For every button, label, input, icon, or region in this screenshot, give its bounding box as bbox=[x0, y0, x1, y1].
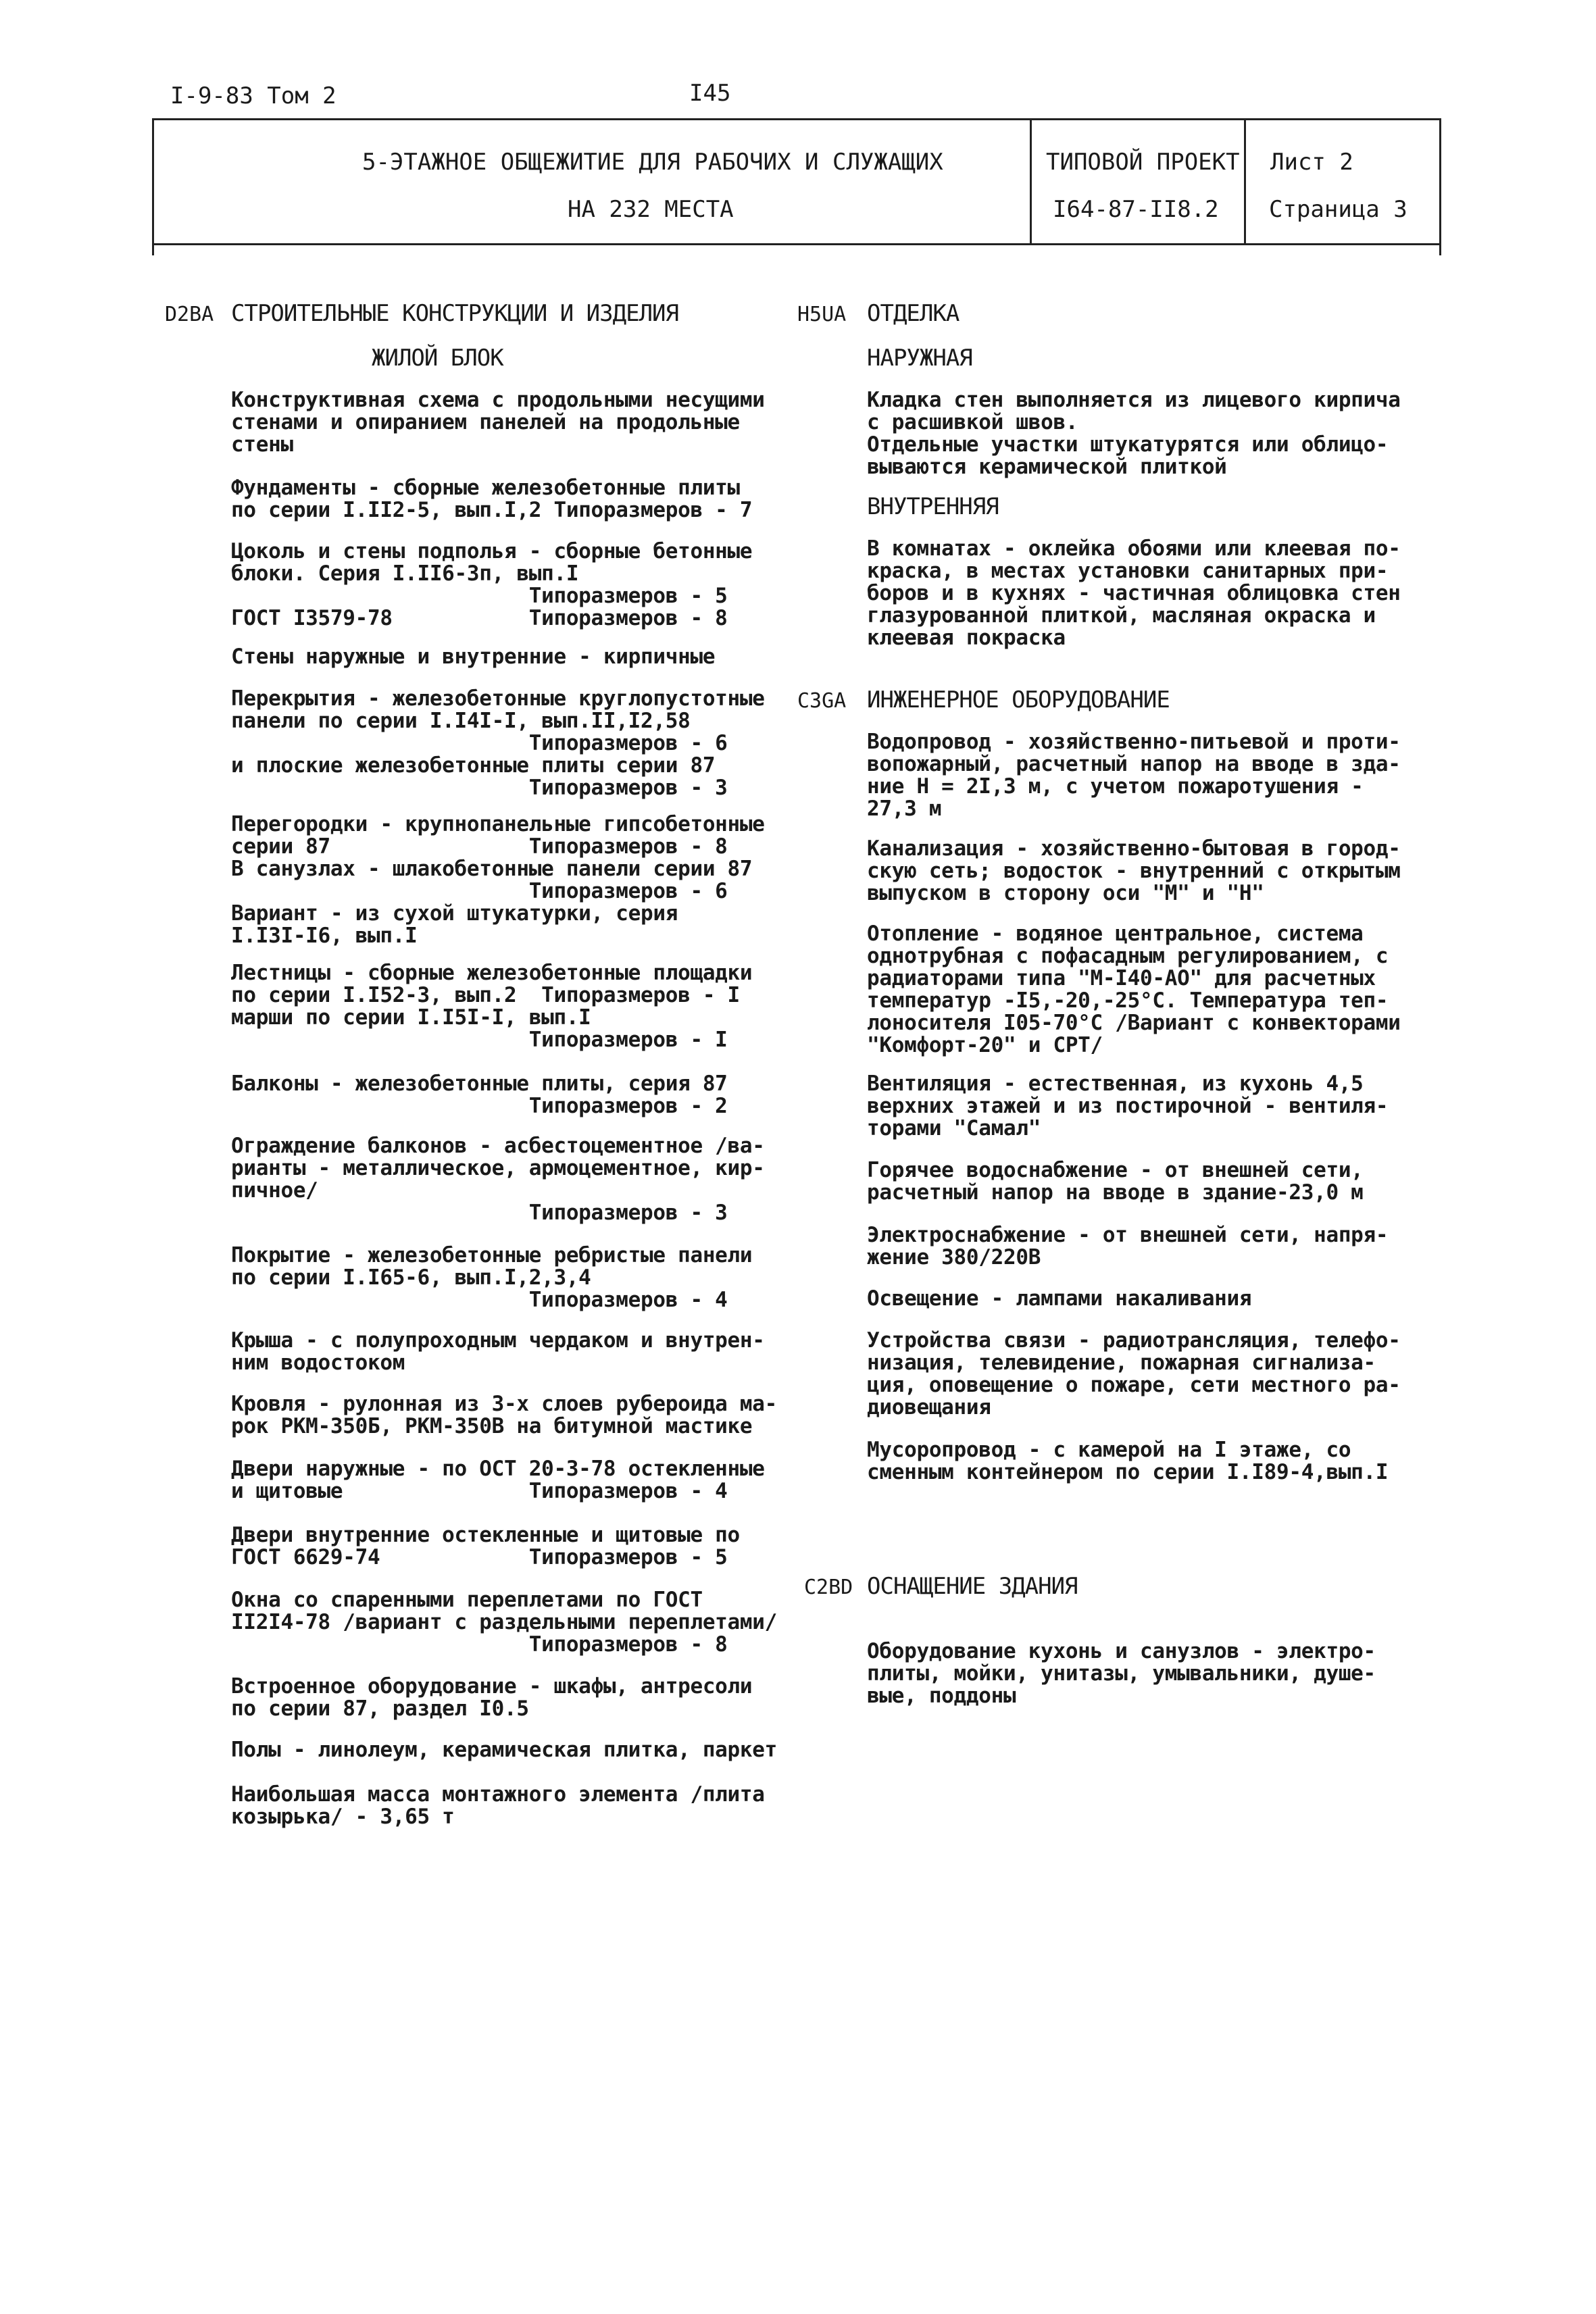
list-item: Цоколь и стены подполья - сборные бетонные блоки. Серия I.II6-3п, вып.I Типоразмеров - 5 ГОСТ I3579-78 Типоразмеров - 8 bbox=[231, 539, 753, 630]
equipment-text: Оборудование кухонь и санузлов - электро- плиты, мойки, унитазы, умывальники, душе- вые, поддоны bbox=[867, 1639, 1376, 1708]
list-item: Мусоропровод - с камерой на I этаже, со сменным контейнером по серии I.I89-4,вып.I bbox=[867, 1438, 1389, 1484]
section-title: СТРОИТЕЛЬНЫЕ КОНСТРУКЦИИ И ИЗДЕЛИЯ bbox=[231, 300, 678, 327]
list-item: Конструктивная схема с продольными несущими стенами и опиранием панелей на продольные стены bbox=[231, 388, 765, 457]
title-block bbox=[152, 118, 1441, 245]
list-item: Двери внутренние остекленные и щитовые по ГОСТ 6629-74 Типоразмеров - 5 bbox=[231, 1523, 740, 1569]
sheet-label: Лист 2 bbox=[1270, 149, 1353, 176]
frame-tick bbox=[152, 243, 154, 255]
document-ref: I-9-83 Том 2 bbox=[170, 82, 336, 109]
list-item: Балконы - железобетонные плиты, серия 87 Типоразмеров - 2 bbox=[231, 1072, 728, 1118]
inner-finish-text: В комнатах - оклейка обоями или клеевая по- краска, в местах установки санитарных при- боров и в кухнях - частичная облицовка стен глазурованной плиткой, масляная окраска и клеевая покраска bbox=[867, 536, 1401, 650]
list-item: Вентиляция - естественная, из кухонь 4,5 верхних этажей и из постирочной - вентиля- торами "Самал" bbox=[867, 1072, 1389, 1140]
subsection-title: ЖИЛОЙ БЛОК bbox=[372, 345, 503, 372]
list-item: Водопровод - хозяйственно-питьевой и проти- вопожарный, расчетный напор на вводе в зда- ние Н = 2I,3 м, с учетом пожаротушения - 27,3 м bbox=[867, 730, 1401, 821]
project-label: ТИПОВОЙ ПРОЕКТ bbox=[1046, 149, 1240, 176]
list-item: Перегородки - крупнопанельные гипсобетонные серии 87 Типоразмеров - 8 В санузлах - шлакобетонные панели серии 87 Типоразмеров - 6 Вариант - из сухой штукатурки, серия I.I3I-I6, вып.I bbox=[231, 812, 765, 948]
list-item: Электроснабжение - от внешней сети, напря- жение 380/220В bbox=[867, 1223, 1389, 1269]
project-number: I64-87-II8.2 bbox=[1053, 196, 1219, 223]
list-item: Горячее водоснабжение - от внешней сети, расчетный напор на вводе в здание-23,0 м bbox=[867, 1158, 1364, 1205]
list-item: Полы - линолеум, керамическая плитка, паркет bbox=[231, 1738, 777, 1762]
list-item: Стены наружные и внутренние - кирпичные bbox=[231, 645, 716, 669]
list-item: Лестницы - сборные железобетонные площадки по серии I.I52-3, вып.2 Типоразмеров - I марши по серии I.I5I-I, вып.I Типоразмеров - I bbox=[231, 961, 753, 1052]
frame-tick bbox=[1439, 243, 1441, 255]
engineering-code: C3GA bbox=[797, 689, 847, 713]
engineering-title: ИНЖЕНЕРНОЕ ОБОРУДОВАНИЕ bbox=[867, 686, 1170, 713]
equipment-code: C2BD bbox=[804, 1576, 853, 1599]
page-label: Страница 3 bbox=[1269, 196, 1407, 223]
list-item: Кровля - рулонная из 3-х слоев рубероида ма- рок РКМ-350Б, РКМ-350В на битумной мастике bbox=[231, 1392, 777, 1438]
title-line-1: 5-ЭТАЖНОЕ ОБЩЕЖИТИЕ ДЛЯ РАБОЧИХ И СЛУЖАЩИХ bbox=[362, 149, 943, 176]
section-code: D2BA bbox=[165, 303, 214, 326]
inner-finish-title: ВНУТРЕННЯЯ bbox=[867, 493, 999, 520]
list-item: Канализация - хозяйственно-бытовая в город- скую сеть; водосток - внутренний с открытым выпуском в сторону оси "М" и "Н" bbox=[867, 836, 1401, 905]
list-item: Отопление - водяное центральное, система однотрубная с пофасадным регулированием, с радиаторами типа "М-I40-АО" для расчетных температур -I5,-20,-25°С. Температура теп- лоносителя I05-70°С /Вариант с конвекторами "Комфорт-20" и СРТ/ bbox=[867, 922, 1401, 1057]
list-item: Ограждение балконов - асбестоцементное /ва- рианты - металлическое, армоцементное, кир- пичное/ Типоразмеров - 3 bbox=[231, 1134, 765, 1225]
list-item: Окна со спаренными переплетами по ГОСТ II2I4-78 /вариант с раздельными переплетами/ Типоразмеров - 8 bbox=[231, 1588, 777, 1657]
list-item: Устройства связи - радиотрансляция, телефо- низация, телевидение, пожарная сигнализа- ция, оповещение о пожаре, сети местного ра- диовещания bbox=[867, 1328, 1401, 1419]
list-item: Фундаменты - сборные железобетонные плиты по серии I.II2-5, вып.I,2 Типоразмеров - 7 bbox=[231, 476, 753, 522]
finish-title: ОТДЕЛКА bbox=[867, 300, 959, 327]
equipment-title: ОСНАЩЕНИЕ ЗДАНИЯ bbox=[867, 1573, 1078, 1600]
outer-finish-text: Кладка стен выполняется из лицевого кирпича с расшивкой швов. Отдельные участки штукатурятся или облицо- вываются керамической плиткой bbox=[867, 388, 1401, 479]
title-line-2: НА 232 МЕСТА bbox=[568, 196, 734, 223]
list-item: Перекрытия - железобетонные круглопустотные панели по серии I.I4I-I, вып.II,I2,58 Типоразмеров - 6 и плоские железобетонные плиты серии 87 Типоразмеров - 3 bbox=[231, 686, 765, 800]
outer-finish-title: НАРУЖНАЯ bbox=[867, 345, 972, 372]
list-item: Освещение - лампами накаливания bbox=[867, 1286, 1252, 1311]
list-item: Встроенное оборудование - шкафы, антресоли по серии 87, раздел I0.5 bbox=[231, 1674, 753, 1721]
list-item: Наибольшая масса монтажного элемента /плита козырька/ - 3,65 т bbox=[231, 1782, 765, 1829]
list-item: Крыша - с полупроходным чердаком и внутрен- ним водостоком bbox=[231, 1328, 765, 1375]
page-number: I45 bbox=[689, 80, 731, 107]
finish-code: H5UA bbox=[797, 303, 847, 326]
list-item: Двери наружные - по ОСТ 20-3-78 остекленные и щитовые Типоразмеров - 4 bbox=[231, 1457, 765, 1503]
list-item: Покрытие - железобетонные ребристые панели по серии I.I65-6, вып.I,2,3,4 Типоразмеров - 4 bbox=[231, 1243, 753, 1312]
